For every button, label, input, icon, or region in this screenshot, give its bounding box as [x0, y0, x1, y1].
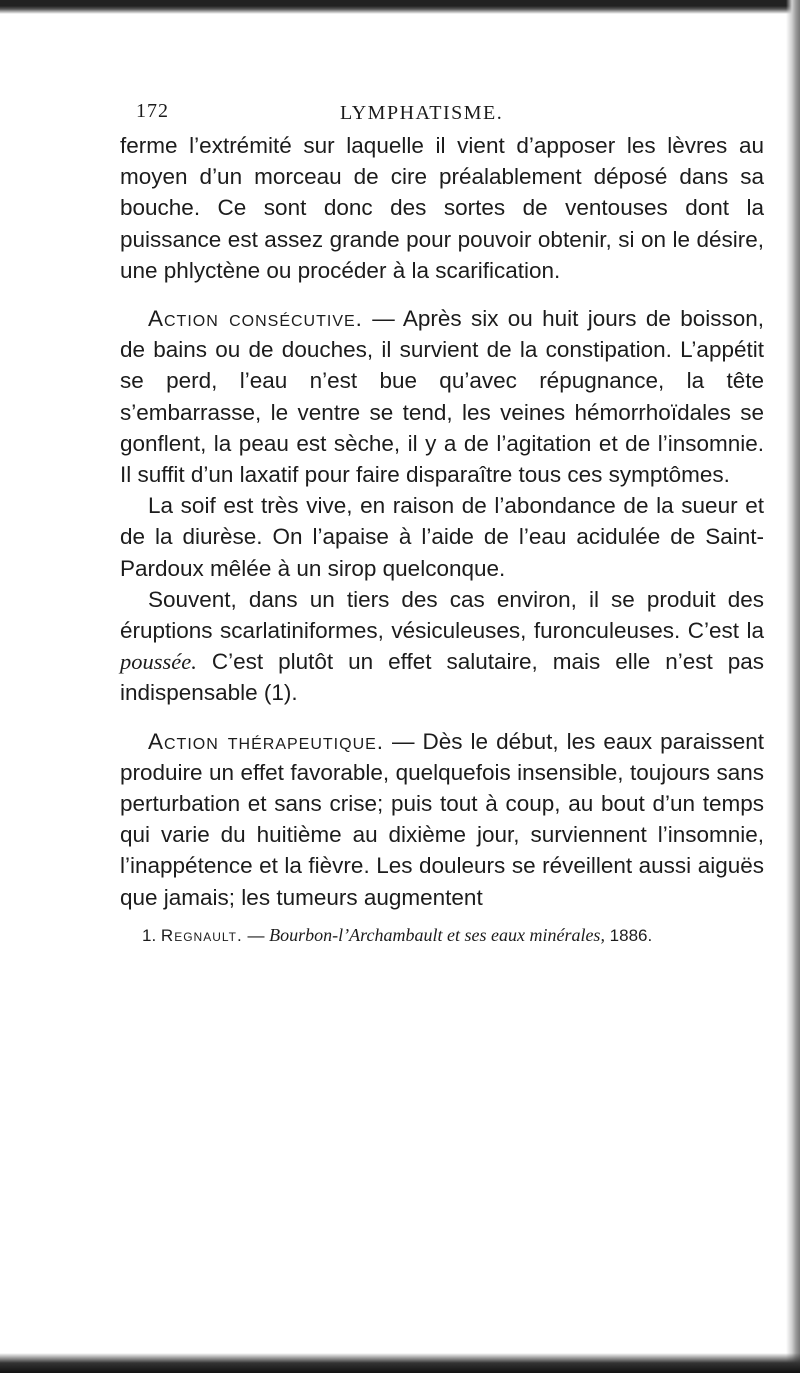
page-right-edge-shadow	[786, 0, 800, 1373]
paragraph-action-therapeutique	[120, 726, 764, 913]
paragraph-soif: La soif est très vive, en raison de l’abondance de la sueur et de la diurèse. On l’apaise à l’aide de l’eau acidulée de Saint-Pardoux mêlée à un sirop quelconque.	[120, 493, 764, 581]
paragraph-text: Souvent, dans un tiers des cas environ, il se produit des éruptions scarlatiniformes, vésiculeuses, furonculeuses. C’est la	[120, 586, 764, 644]
footnote-year: 1886.	[604, 925, 653, 945]
footnote-author: Regnault.	[160, 925, 243, 945]
footnote	[120, 925, 764, 946]
body-text	[120, 130, 764, 913]
page-top-edge-shadow	[0, 0, 800, 14]
book-page	[120, 100, 764, 946]
paragraph-text: — Dès le début, les eaux paraissent produire un effet favorable, quelquefois insensible, toujours sans perturbation et sans crise; puis tout à coup, au bout d’un temps qui varie du huitième au dixième jour, surviennent l’insomnie, l’inappétence et la fièvre. Les douleurs se réveillent aussi aiguës que jamais; les tumeurs augmentent	[120, 728, 764, 910]
italic-term-poussee: poussée.	[120, 649, 197, 675]
paragraph-text: — Après six ou huit jours de boisson, de bains ou de douches, il survient de la constipation. L’appétit se perd, l’eau n’est bue qu’avec répugnance, la tête s’embarrasse, le ventre se tend, les veines hémorrhoïdales se gonflent, la peau est sèche, il y a de l’agitation et de l’insomnie. Il suffit d’un laxatif pour faire disparaître tous ces symptômes.	[120, 306, 764, 488]
section-heading-action-therapeutique: Action thérapeutique.	[148, 728, 385, 754]
running-title: LYMPHATISME.	[340, 102, 504, 124]
footnote-number: 1.	[142, 925, 157, 945]
paragraph-text: C’est plutôt un effet salutaire, mais elle n’est pas indispensable (1).	[120, 649, 764, 706]
paragraph-souvent	[120, 584, 764, 709]
page-bottom-edge-shadow	[0, 1353, 800, 1373]
running-head	[120, 100, 764, 130]
footnote-dash: —	[242, 925, 270, 945]
continuation-paragraph: ferme l’extrémité sur laquelle il vient d’apposer les lèvres au moyen d’un morceau de cire préalablement déposé dans sa bouche. Ce sont donc des sortes de ventouses dont la puissance est assez grande pour pouvoir obtenir, si on le désire, une phlyctène ou procéder à la scarification.	[120, 133, 764, 283]
section-heading-action-consecutive: Action consécutive.	[148, 306, 363, 332]
footnote-title: Bourbon-l’Archambault et ses eaux minérales,	[269, 924, 605, 945]
paragraph-action-consecutive	[120, 303, 764, 490]
page-number: 172	[136, 100, 169, 122]
